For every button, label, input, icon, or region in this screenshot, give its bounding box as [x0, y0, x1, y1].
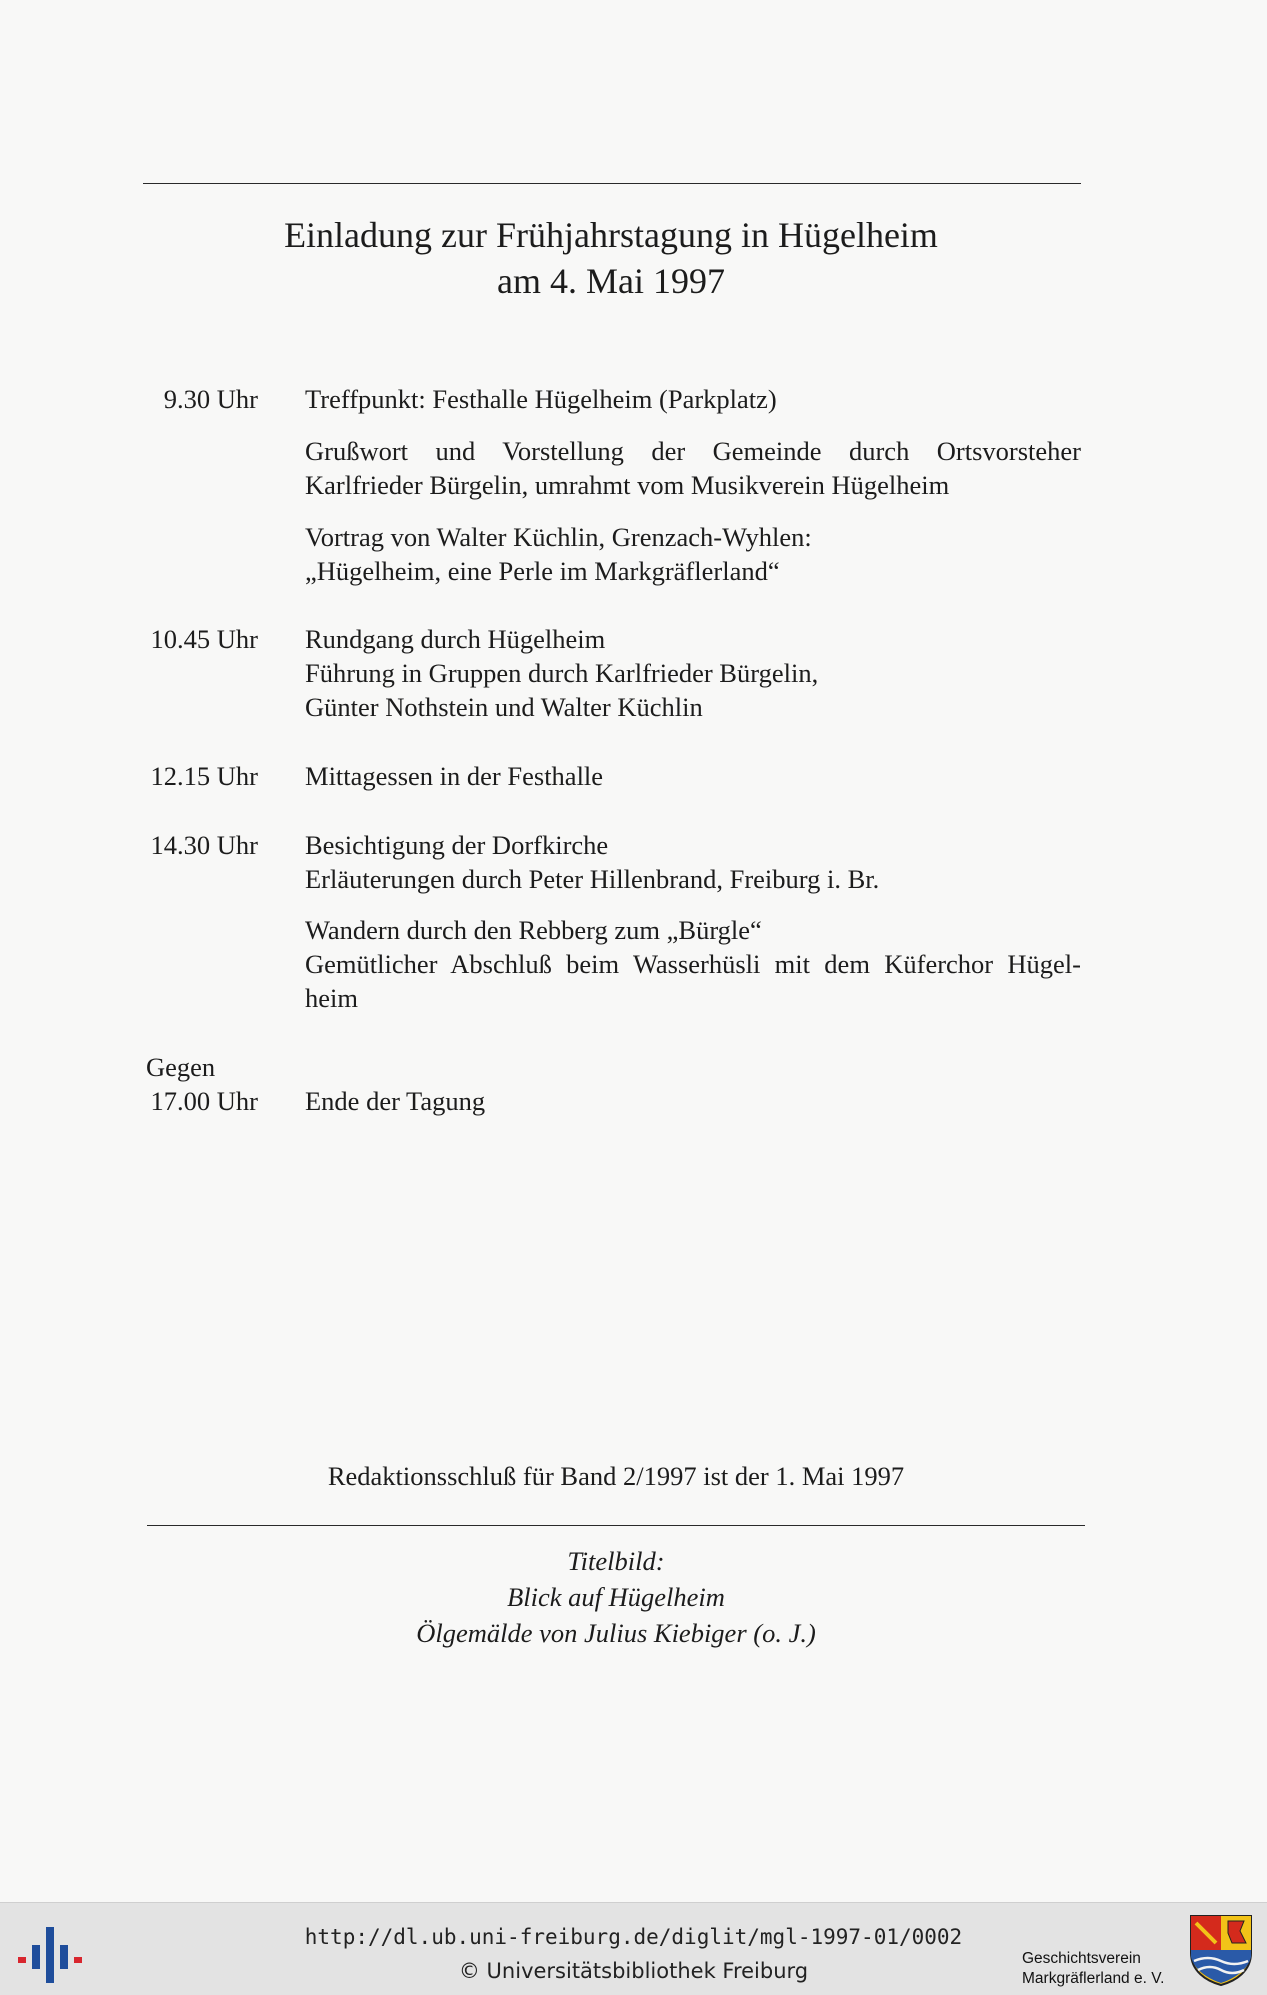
- schedule-line: Gemütlicher Abschluß beim Wasserhüsli mit dem Küferchor Hügel-: [305, 949, 1081, 979]
- schedule-text: [305, 828, 1081, 896]
- schedule-line: Führung in Gruppen durch Karlfrieder Bürgelin,: [305, 658, 819, 688]
- editorial-deadline: Redaktionsschluß für Band 2/1997 ist der 1. Mai 1997: [327, 1461, 905, 1491]
- schedule-line: Günter Nothstein und Walter Küchlin: [305, 692, 703, 722]
- top-rule: [143, 183, 1081, 184]
- schedule-line: Wandern durch den Rebberg zum „Bürgle“: [305, 915, 762, 945]
- page-title: [0, 212, 1222, 304]
- schedule-text: [305, 382, 1081, 416]
- schedule-text: [305, 434, 1081, 502]
- schedule-text: [305, 913, 1081, 1015]
- cover-caption: [0, 1543, 1232, 1651]
- schedule-text: [305, 622, 1081, 724]
- society-name-line-2: Markgräflerland e. V.: [1022, 1970, 1165, 1987]
- schedule-text: [305, 520, 1081, 588]
- permalink[interactable]: http://dl.ub.uni-freiburg.de/diglit/mgl-1997-01/0002: [304, 1925, 963, 1949]
- caption-line-2: Blick auf Hügelheim: [507, 1582, 725, 1612]
- schedule-line: Mittagessen in der Festhalle: [305, 761, 604, 791]
- coat-of-arms-icon: [1188, 1913, 1254, 1987]
- schedule-time: 12.15 Uhr: [150, 761, 258, 791]
- schedule-line: Besichtigung der Dorfkirche: [305, 830, 609, 860]
- schedule-line: Treffpunkt: Festhalle Hügelheim (Parkplatz): [305, 384, 777, 414]
- schedule-line: Erläuterungen durch Peter Hillenbrand, Freiburg i. Br.: [305, 864, 880, 894]
- schedule-line: Karlfrieder Bürgelin, umrahmt vom Musikverein Hügelheim: [305, 470, 950, 500]
- schedule-line: Rundgang durch Hügelheim: [305, 624, 606, 654]
- society-name-line-1: Geschichtsverein: [1022, 1950, 1141, 1967]
- schedule-line: Grußwort und Vorstellung der Gemeinde durch Ortsvorsteher: [305, 436, 1081, 466]
- bottom-rule: [147, 1525, 1085, 1526]
- schedule-line: Ende der Tagung: [305, 1086, 486, 1116]
- caption-line-1: Titelbild:: [567, 1546, 665, 1576]
- schedule-text: [305, 759, 1081, 793]
- schedule-time: 17.00 Uhr: [150, 1086, 258, 1116]
- schedule-text: [305, 1084, 1081, 1118]
- caption-line-3: Ölgemälde von Julius Kiebiger (o. J.): [416, 1618, 816, 1648]
- title-line-1: Einladung zur Frühjahrstagung in Hügelheim: [284, 215, 938, 255]
- copyright-notice: © Universitätsbibliothek Freiburg: [458, 1959, 809, 1983]
- society-name: [1022, 1949, 1164, 1989]
- schedule-line: Vortrag von Walter Küchlin, Grenzach-Wyhlen:: [305, 522, 812, 552]
- digitization-footer: [0, 1902, 1267, 1995]
- schedule-line: heim: [305, 983, 358, 1013]
- schedule-time: 9.30 Uhr: [163, 384, 258, 414]
- schedule-time: 10.45 Uhr: [150, 624, 258, 654]
- title-line-2: am 4. Mai 1997: [497, 261, 725, 301]
- schedule-time-prefix: Gegen: [146, 1052, 216, 1082]
- schedule-time: 14.30 Uhr: [150, 830, 258, 860]
- schedule-line: „Hügelheim, eine Perle im Markgräflerland“: [305, 556, 780, 586]
